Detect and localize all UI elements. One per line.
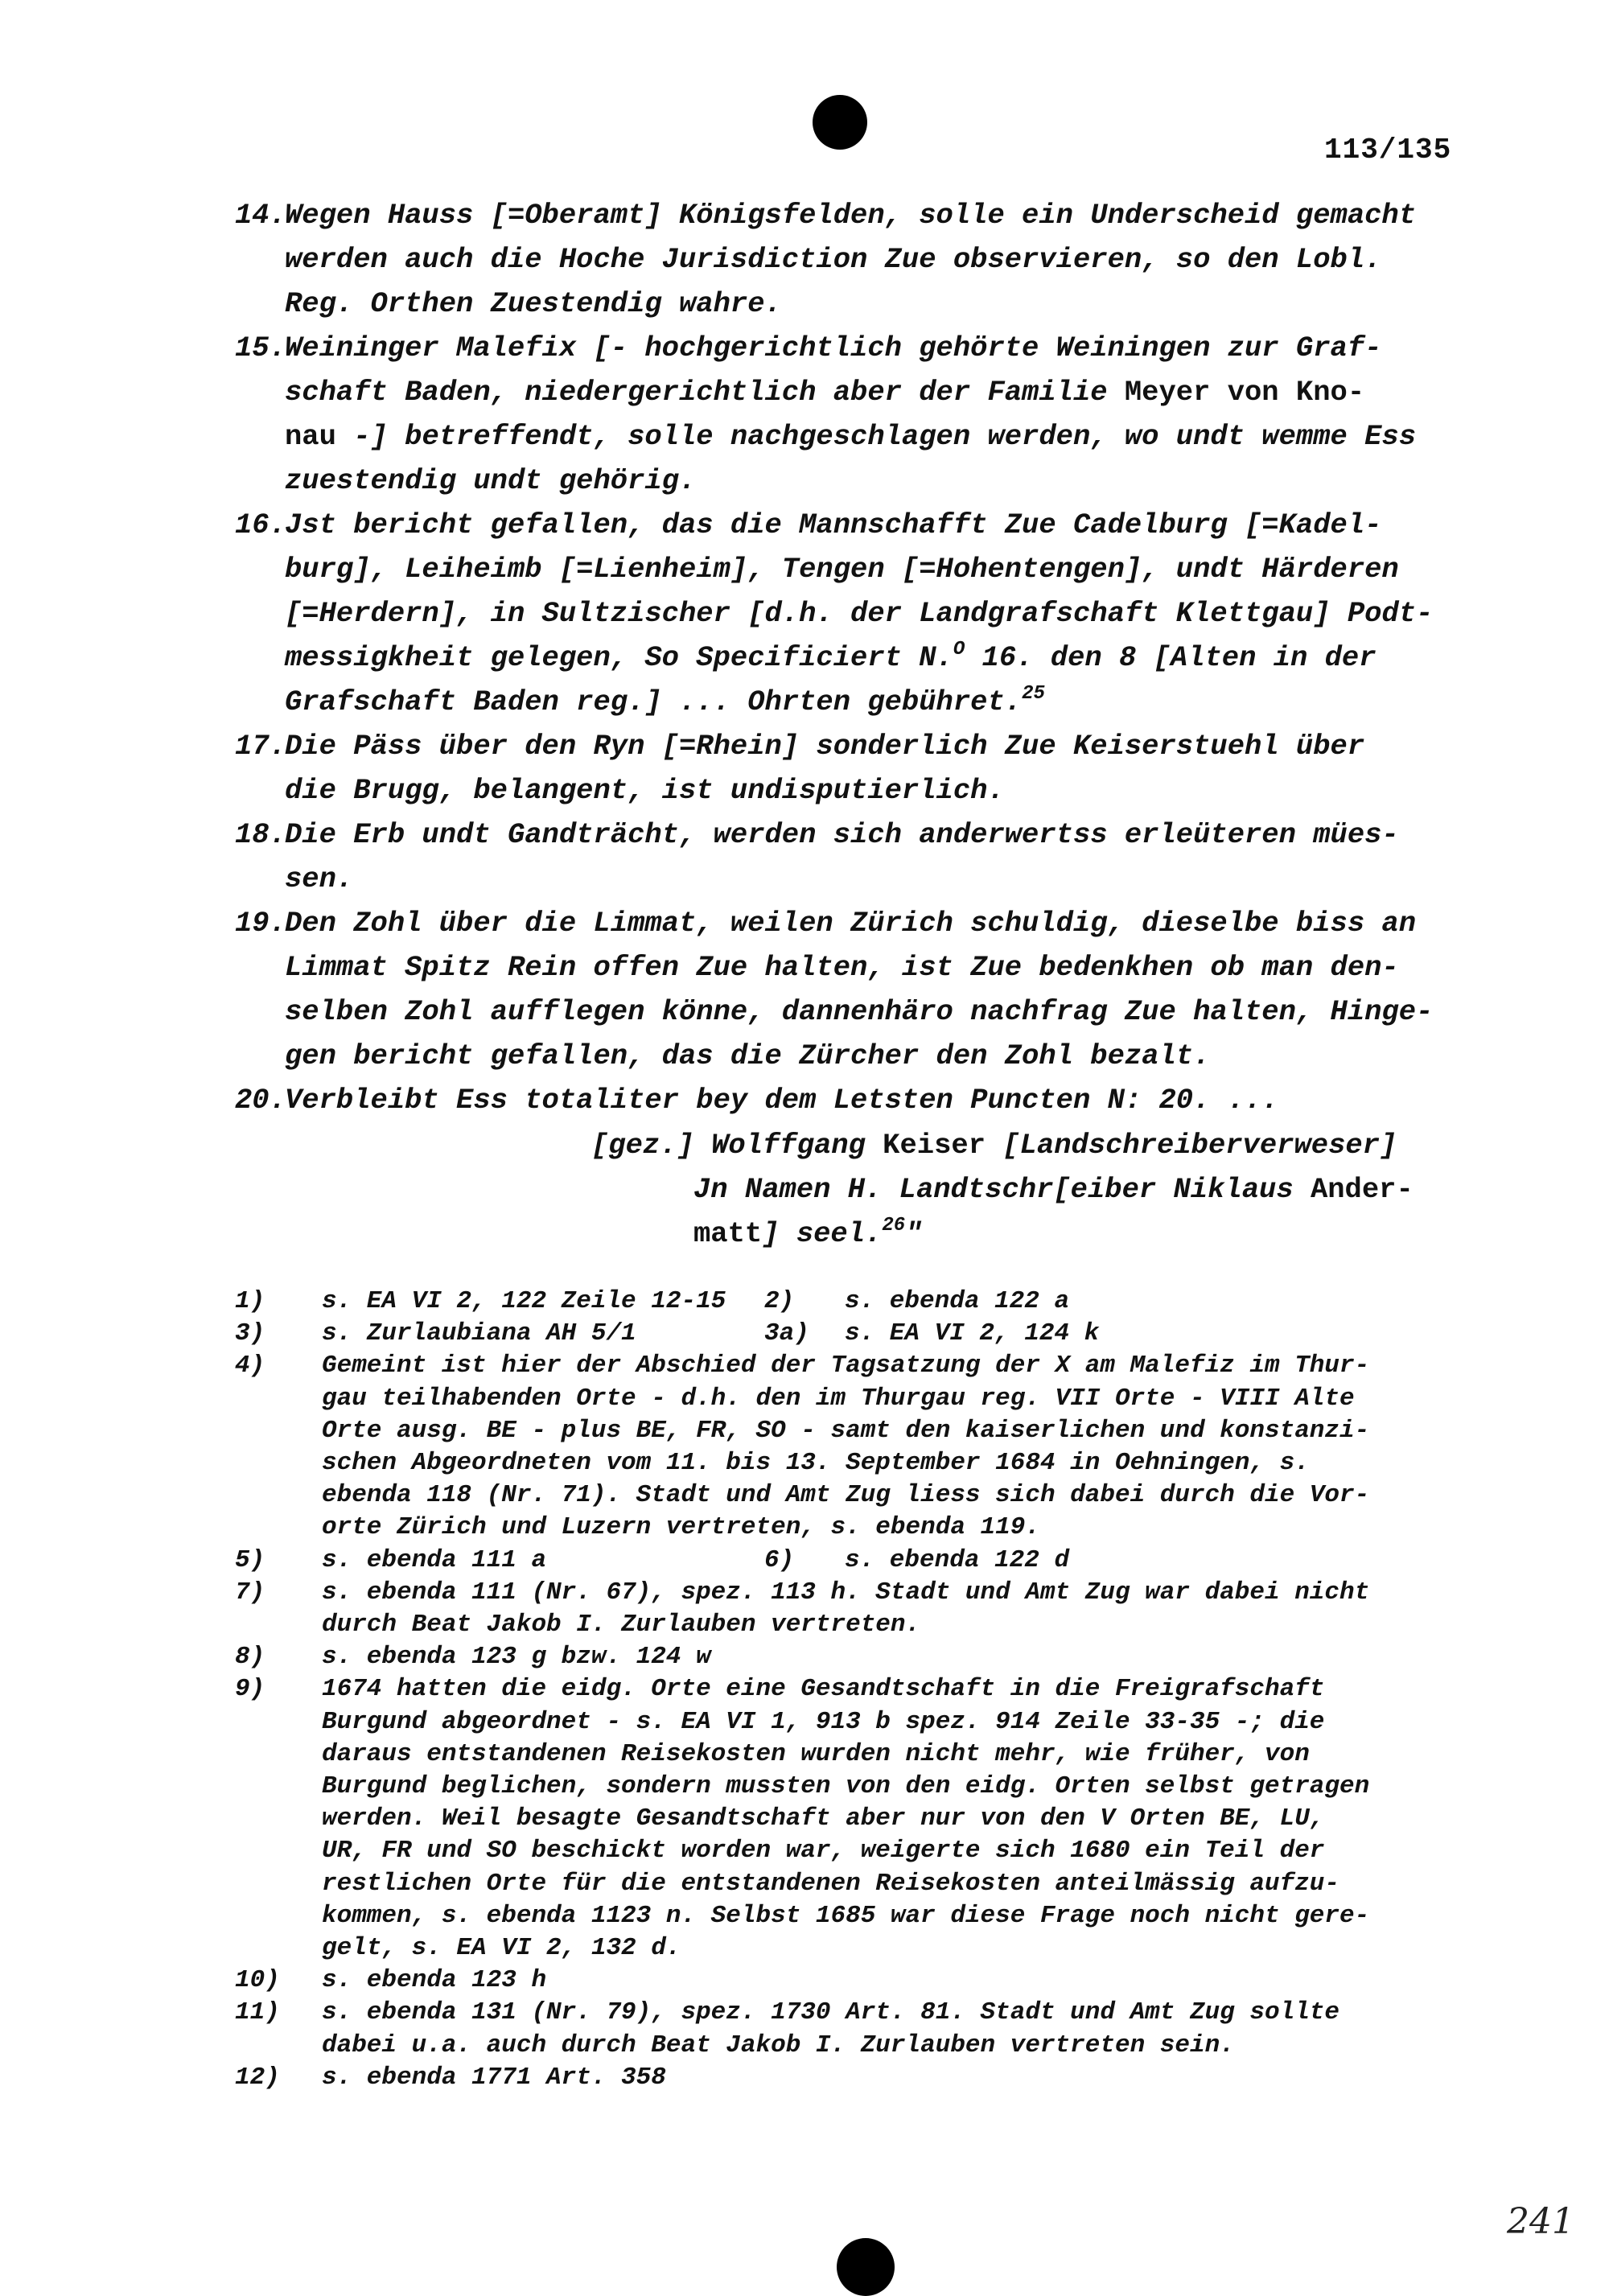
footnote-line: durch Beat Jakob I. Zurlauben vertreten. [322, 1611, 921, 1640]
item-text [274, 503, 1474, 724]
text-line [285, 282, 1474, 326]
text-segment: Den Zohl über die Limmat, weilen Zürich schuldig, dieselbe biss an [285, 907, 1417, 940]
text-segment: messigkheit gelegen, So Specificiert N. [285, 641, 953, 674]
footnote-text [322, 1350, 1474, 1544]
item-14 [235, 193, 1474, 326]
footnote [235, 1545, 764, 1577]
footnote-line: s. ebenda 131 (Nr. 79), spez. 1730 Art. 81. Stadt und Amt Zug sollte [322, 1998, 1340, 2027]
text-line [285, 901, 1474, 945]
footnote-pair [235, 1545, 1474, 1577]
signature-line-2 [693, 1173, 1414, 1206]
footnote-text [322, 1673, 1474, 1965]
text-line [285, 326, 1474, 370]
item-number: 14. [235, 199, 286, 232]
footnote-number: 1) [235, 1287, 265, 1315]
item-text [274, 1078, 1474, 1122]
item-15 [235, 326, 1474, 503]
text-segment: Jst bericht gefallen, das die Mannschafft Zue Cadelburg [=Kadel- [285, 508, 1382, 541]
text-segment: " [905, 1217, 923, 1250]
footnote [235, 1641, 1474, 1673]
item-text [274, 813, 1474, 901]
footnote [235, 1286, 764, 1318]
item-number: 15. [235, 331, 286, 364]
text-segment: -] betreffendt, solle nachgeschlagen werden, wo undt wemme Ess [335, 420, 1417, 453]
item-18 [235, 813, 1474, 901]
footnote-line: Orte ausg. BE - plus BE, FR, SO - samt den kaiserlichen und konstanzi- [322, 1416, 1370, 1445]
footnote-text [322, 1577, 1474, 1641]
handwritten-page-number: 241 [1507, 2201, 1574, 2242]
footnote-number: 10) [235, 1966, 280, 1995]
footnote-pair [235, 1318, 1474, 1350]
footnote-line: 1674 hatten die eidg. Orte eine Gesandtschaft in die Freigrafschaft [322, 1675, 1325, 1704]
footnote-text [322, 1965, 1474, 1997]
text-segment: Wegen Hauss [=Oberamt] Königsfelden, solle ein Underscheid gemacht [285, 199, 1417, 232]
footnote-line: s. ebenda 1771 Art. 358 [322, 2063, 666, 2092]
footnote [764, 1545, 1069, 1577]
footnote-text: s. ebenda 111 a [322, 1545, 547, 1574]
footnote-line: schen Abgeordneten vom 11. bis 13. September 1684 in Oehningen, s. [322, 1449, 1310, 1478]
text-line [285, 547, 1474, 591]
footnote-number: 12) [235, 2063, 280, 2092]
text-segment: burg], Leiheimb [=Lienheim], Tengen [=Hohentengen], undt Härderen [285, 553, 1399, 586]
text-line [285, 636, 1474, 680]
text-line [285, 459, 1474, 503]
text-line [285, 1078, 1474, 1122]
text-segment: werden auch die Hoche Jurisdiction Zue observieren, so den Lobl. [285, 243, 1382, 276]
signature-line-1 [591, 1129, 1397, 1162]
bold-name: matt [693, 1217, 763, 1250]
bold-name: nau [285, 420, 336, 453]
footnote-text [322, 2062, 1474, 2094]
text-line [285, 414, 1474, 459]
text-segment: schaft Baden, niedergerichtlich aber der Familie [285, 376, 1125, 409]
footnote-text: s. ebenda 122 a [845, 1287, 1070, 1315]
item-number: 18. [235, 818, 286, 851]
footnote-line: Burgund abgeordnet - s. EA VI 1, 913 b spez. 914 Zeile 33-35 -; die [322, 1707, 1325, 1736]
text-segment: Reg. Orthen Zuestendig wahre. [285, 287, 782, 320]
footnote [235, 1350, 1474, 1544]
text-line [285, 680, 1474, 724]
footnote [235, 1997, 1474, 2061]
text-line [285, 813, 1474, 857]
footnote-line: s. ebenda 123 h [322, 1966, 547, 1995]
footnote-line: orte Zürich und Luzern vertreten, s. ebenda 119. [322, 1513, 1040, 1542]
punch-hole-top [813, 95, 867, 150]
footnote-number: 8) [235, 1643, 265, 1672]
item-number: 19. [235, 907, 286, 940]
footnote-line: UR, FR und SO beschickt worden war, weigerte sich 1680 ein Teil der [322, 1837, 1325, 1866]
footnote-line: Burgund beglichen, sondern mussten von den eidg. Orten selbst getragen [322, 1772, 1370, 1801]
page-number: 113/135 [1324, 134, 1452, 167]
text-line [285, 768, 1474, 813]
footnote-number: 6) [764, 1545, 795, 1574]
text-line [285, 237, 1474, 282]
text-segment: [gez.] Wolffgang [591, 1129, 883, 1162]
signature-line-3 [693, 1217, 922, 1250]
footnote [235, 2062, 1474, 2094]
text-line [285, 370, 1474, 414]
footnote-number: 7) [235, 1578, 265, 1607]
text-segment: [Landschreiberverweser] [986, 1129, 1397, 1162]
text-segment: Grafschaft Baden reg.] ... Ohrten gebühret. [285, 685, 1023, 718]
superscript: 26 [882, 1215, 906, 1236]
footnote-number: 3) [235, 1319, 265, 1348]
text-line [285, 193, 1474, 237]
text-segment: Verbleibt Ess totaliter bey dem Letsten Puncten N: 20. ... [285, 1084, 1279, 1117]
text-line [285, 724, 1474, 768]
item-text [274, 193, 1474, 326]
text-segment: [=Herdern], in Sultzischer [d.h. der Landgrafschaft Klettgau] Podt- [285, 597, 1434, 630]
text-segment: gen bericht gefallen, das die Zürcher den Zohl bezalt. [285, 1039, 1211, 1072]
footnote-line: gau teilhabenden Orte - d.h. den im Thurgau reg. VII Orte - VIII Alte [322, 1384, 1355, 1413]
bold-name: Keiser [883, 1129, 986, 1162]
bold-name: Meyer von Kno- [1124, 376, 1365, 409]
text-segment: zuestendig undt gehörig. [285, 464, 697, 497]
text-segment: Weininger Malefix [- hochgerichtlich gehörte Weiningen zur Graf- [285, 331, 1382, 364]
footnote [235, 1673, 1474, 1965]
text-line [285, 1034, 1474, 1078]
text-segment: die Brugg, belangent, ist undisputierlich. [285, 774, 1005, 807]
text-line [285, 591, 1474, 636]
text-segment: Die Erb undt Gandträcht, werden sich anderwertss erleüteren mües- [285, 818, 1399, 851]
text-line [285, 990, 1474, 1034]
footnote-line: werden. Weil besagte Gesandtschaft aber nur von den V Orten BE, LU, [322, 1804, 1325, 1833]
footnote-text: s. ebenda 122 d [845, 1545, 1070, 1574]
item-number: 16. [235, 508, 286, 541]
footnote-line: ebenda 118 (Nr. 71). Stadt und Amt Zug liess sich dabei durch die Vor- [322, 1481, 1370, 1510]
footnote-line: s. ebenda 123 g bzw. 124 w [322, 1643, 711, 1672]
footnote-text [322, 1641, 1474, 1673]
text-segment: selben Zohl aufflegen könne, dannenhäro nachfrag Zue halten, Hinge- [285, 995, 1434, 1028]
item-text [274, 724, 1474, 813]
item-number: 17. [235, 730, 286, 763]
text-segment: Jn Namen H. Landtschr[eiber Niklaus [693, 1173, 1311, 1206]
text-line [285, 857, 1474, 901]
item-19 [235, 901, 1474, 1078]
footnote [235, 1965, 1474, 1997]
item-20 [235, 1078, 1474, 1122]
footnote-line: daraus entstandenen Reisekosten wurden nicht mehr, wie früher, von [322, 1739, 1310, 1768]
footnote-number: 11) [235, 1998, 280, 2027]
footnote-number: 5) [235, 1545, 265, 1574]
superscript: O [953, 639, 965, 660]
text-line [285, 945, 1474, 990]
footnote-line: gelt, s. EA VI 2, 132 d. [322, 1934, 681, 1963]
text-segment: 16. den 8 [Alten in der [965, 641, 1376, 674]
footnote-number: 9) [235, 1675, 265, 1704]
footnote [235, 1577, 1474, 1641]
text-segment: Limmat Spitz Rein offen Zue halten, ist Zue bedenkhen ob man den- [285, 951, 1399, 984]
item-text [274, 326, 1474, 503]
bold-name: Ander- [1310, 1173, 1414, 1206]
footnote [764, 1318, 1099, 1350]
item-number: 20. [235, 1084, 286, 1117]
item-16 [235, 503, 1474, 724]
main-text [235, 193, 1474, 1122]
footnotes [235, 1286, 1474, 2094]
footnote-text: s. Zurlaubiana AH 5/1 [322, 1319, 636, 1348]
footnote-text: s. EA VI 2, 122 Zeile 12-15 [322, 1287, 726, 1315]
superscript: 25 [1022, 683, 1045, 705]
punch-hole-bottom [837, 2238, 895, 2296]
text-segment: ] seel. [762, 1217, 883, 1250]
item-text [274, 901, 1474, 1078]
footnote-number: 3a) [764, 1319, 809, 1348]
footnote-line: kommen, s. ebenda 1123 n. Selbst 1685 war diese Frage noch nicht gere- [322, 1901, 1370, 1930]
text-segment: sen. [285, 862, 354, 895]
text-segment: Die Päss über den Ryn [=Rhein] sonderlich Zue Keiserstuehl über [285, 730, 1365, 763]
item-17 [235, 724, 1474, 813]
footnote-line: Gemeint ist hier der Abschied der Tagsatzung der X am Malefiz im Thur- [322, 1352, 1370, 1380]
footnote [764, 1286, 1069, 1318]
footnote-line: dabei u.a. auch durch Beat Jakob I. Zurlauben vertreten sein. [322, 2031, 1235, 2059]
text-line [285, 503, 1474, 547]
footnote-text [322, 1997, 1474, 2061]
footnote-number: 2) [764, 1287, 795, 1315]
footnote-pair [235, 1286, 1474, 1318]
footnote-line: restlichen Orte für die entstandenen Reisekosten anteilmässig aufzu- [322, 1869, 1340, 1898]
footnote [235, 1318, 764, 1350]
footnote-text: s. EA VI 2, 124 k [845, 1319, 1100, 1348]
footnote-line: s. ebenda 111 (Nr. 67), spez. 113 h. Stadt und Amt Zug war dabei nicht [322, 1578, 1370, 1607]
footnote-number: 4) [235, 1352, 265, 1380]
